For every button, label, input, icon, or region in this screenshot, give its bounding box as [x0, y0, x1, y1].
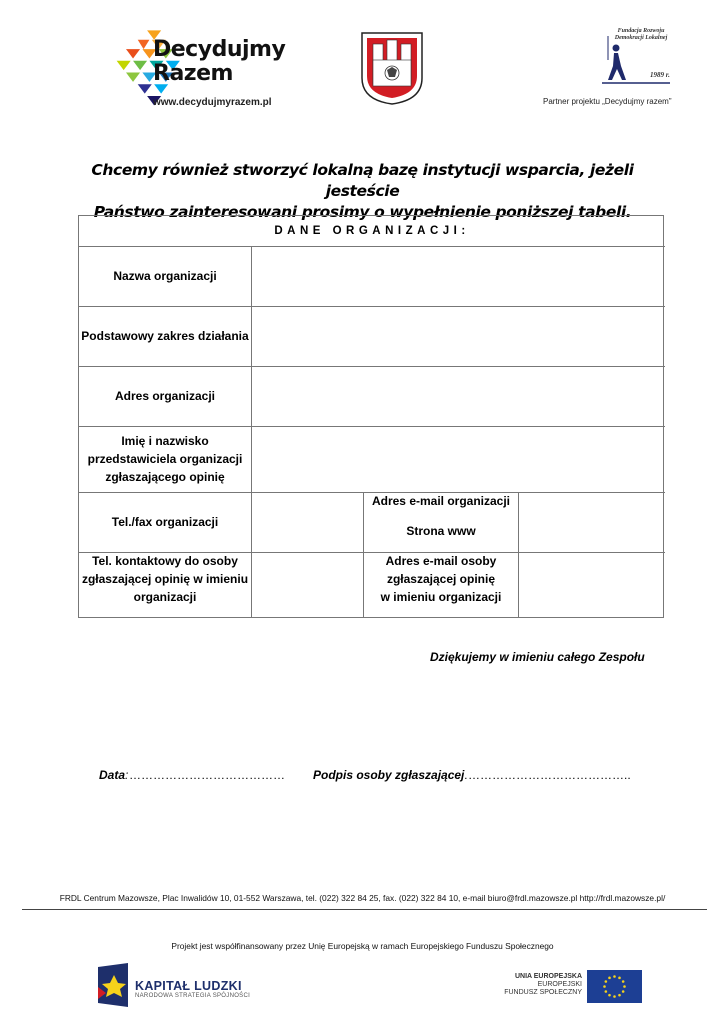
eu-text	[500, 973, 582, 997]
logo-brand: Decydujmy Razem	[153, 37, 286, 86]
eu-star	[622, 990, 625, 993]
signature-field[interactable]: ……………………………………..	[456, 768, 631, 782]
label-line: Tel. kontaktowy do osoby	[92, 554, 238, 568]
eu-star	[605, 990, 608, 993]
eu-line-1: UNIA EUROPEJSKA	[514, 973, 582, 980]
input-contact-email[interactable]	[519, 553, 664, 618]
thanks-note: Dziękujemy w imieniu całego Zespołu	[430, 650, 645, 664]
input-organization-address[interactable]	[252, 367, 664, 426]
label-line: zgłaszającej opinię w imieniu	[81, 572, 249, 586]
label-line: organizacji	[133, 590, 197, 604]
footer-project-note: Projekt jest współfinansowany przez Unię Europejską w ramach Europejskiego Funduszu Społecznego	[171, 941, 554, 951]
input-representative[interactable]	[252, 427, 664, 492]
label-contact-email	[364, 552, 518, 618]
eu-line-3: FUNDUSZ SPOŁECZNY	[504, 989, 582, 996]
eu-star	[608, 977, 611, 980]
signature-label: Podpis osoby zgłaszającej	[313, 768, 465, 782]
coat-of-arms	[359, 30, 425, 106]
date-field[interactable]: …………………………………	[129, 768, 285, 782]
frdl-year: 1989 r.	[650, 71, 670, 79]
eu-line-2: EUROPEJSKI	[537, 981, 582, 988]
date-colon: :	[125, 768, 129, 782]
label-line: zgłaszającej opinię	[386, 572, 496, 586]
label-organization-address: Adres organizacji	[114, 389, 216, 403]
eu-star	[622, 980, 625, 983]
kapital-ludzki-name: KAPITAŁ LUDZKI	[135, 979, 242, 993]
logo-url: www.decydujmyrazem.pl	[153, 97, 272, 108]
eu-star	[618, 994, 621, 997]
input-telfax[interactable]	[252, 493, 363, 552]
label-line: Adres e-mail osoby	[385, 554, 497, 568]
label-email-org: Adres e-mail organizacji	[371, 494, 511, 508]
label-line: Imię i nazwisko	[121, 434, 209, 448]
label-line: przedstawiciela organizacji	[87, 452, 243, 466]
label-representative	[79, 426, 251, 492]
label-telfax: Tel./fax organizacji	[111, 515, 219, 529]
label-line: w imieniu organizacji	[380, 590, 502, 604]
kapital-ludzki-logo	[98, 963, 128, 1007]
label-www: Strona www	[406, 524, 476, 538]
footer-address: FRDL Centrum Mazowsze, Plac Inwalidów 10, 01-552 Warszawa, tel. (022) 322 84 25, fax. (022) 322 84 10, e-mail biuro@frdl.mazowsze.pl http://frdl.mazowsze.pl/	[59, 893, 666, 903]
date-label	[99, 768, 128, 782]
input-email-www[interactable]	[519, 493, 664, 552]
label-activity-scope: Podstawowy zakres działania	[81, 329, 249, 343]
eu-star	[618, 977, 621, 980]
eu-star	[623, 985, 626, 988]
input-contact-phone[interactable]	[252, 553, 363, 618]
heading-line-2: Państwo zainteresowani prosimy o wypełnienie poniższej tabeli.	[93, 203, 632, 221]
partner-text: Partner projektu „Decydujmy razem”	[543, 97, 672, 106]
heading-line-1: Chcemy również stworzyć lokalną bazę instytucji wsparcia, jeżeli jesteście	[91, 161, 634, 200]
eu-flag-icon	[587, 970, 642, 1003]
label-email-www	[364, 492, 518, 552]
eu-star	[613, 995, 616, 998]
kapital-ludzki-subtitle: NARODOWA STRATEGIA SPÓJNOŚCI	[135, 993, 251, 999]
frdl-logo-text: Fundacja Rozwoju Demokracji Lokalnej	[614, 28, 668, 41]
eu-star	[605, 980, 608, 983]
eu-star	[608, 994, 611, 997]
eu-star	[603, 985, 606, 988]
eu-star	[613, 975, 616, 978]
organization-data-table	[78, 215, 664, 618]
table-title: DANE ORGANIZACJI:	[274, 225, 470, 237]
input-activity-scope[interactable]	[252, 307, 664, 366]
label-contact-phone	[79, 552, 251, 618]
date-label-text: Data	[99, 768, 126, 782]
footer-divider	[22, 909, 707, 910]
input-organization-name[interactable]	[252, 247, 664, 306]
label-line: zgłaszającego opinię	[105, 470, 225, 484]
label-organization-name: Nazwa organizacji	[113, 269, 217, 283]
page-heading	[60, 160, 665, 223]
